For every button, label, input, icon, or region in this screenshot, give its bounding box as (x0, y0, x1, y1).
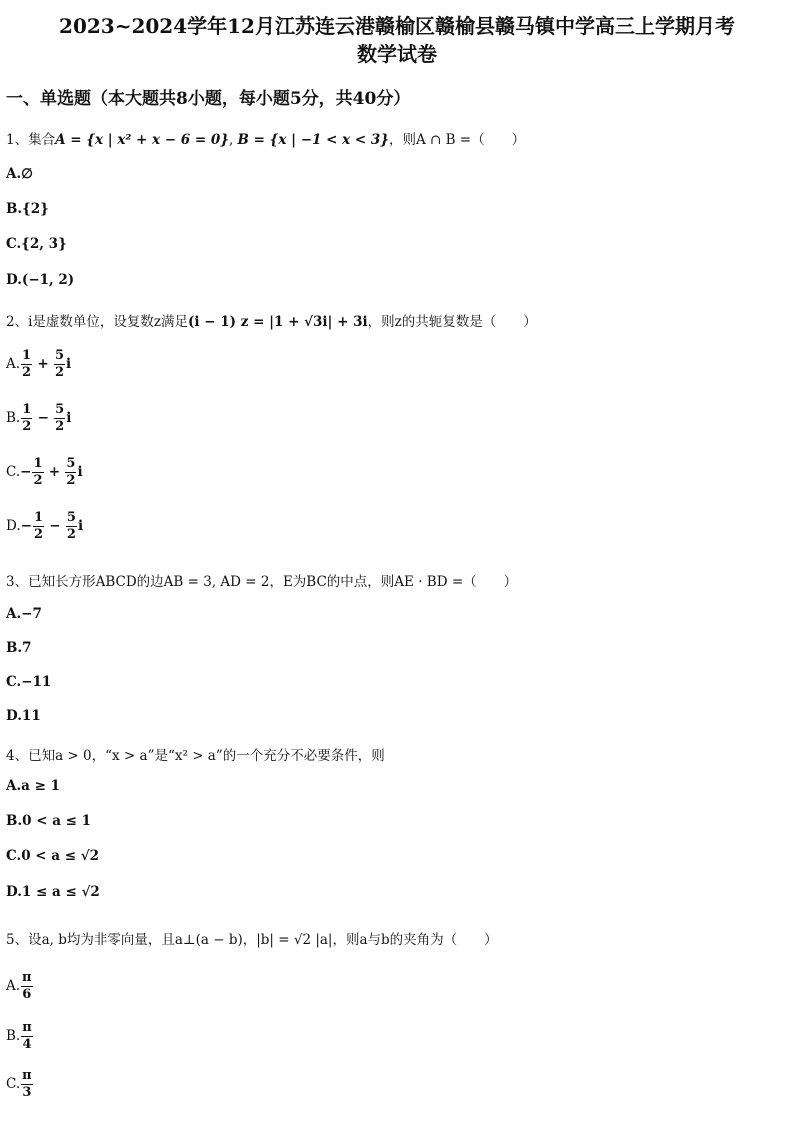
q3-option-a[interactable]: A.−7 (6, 606, 42, 622)
section-heading: 一、单选题（本大题共8小题，每小题5分，共40分） (6, 89, 411, 109)
q2-prefix: 2、i是虚数单位，设复数z满足 (6, 314, 189, 330)
fraction: $\frac{1}{2}$ (33, 456, 43, 488)
q4-option-b[interactable]: B.0 < a ≤ 1 (6, 813, 92, 829)
fraction: $\frac{5}{2}$ (55, 402, 65, 434)
fraction: $\frac{5}{2}$ (55, 348, 65, 380)
q1-option-b[interactable]: B.{2} (6, 201, 49, 217)
q4-option-a[interactable]: A.a ≥ 1 (6, 778, 61, 794)
q1-option-d[interactable]: D.(−1, 2) (6, 272, 75, 288)
q2-option-a[interactable]: A. $\frac{1}{2}$ + $\frac{5}{2}$ i (6, 348, 72, 380)
q5-option-a[interactable]: A. $\frac{\pi}{6}$ (6, 970, 32, 1002)
fraction: $\frac{1}{2}$ (22, 348, 32, 380)
q4-option-d[interactable]: D.1 ≤ a ≤ √2 (6, 884, 100, 900)
q4-option-c[interactable]: C.0 < a ≤ √2 (6, 848, 100, 864)
fraction: $\frac{\pi}{3}$ (22, 1068, 32, 1100)
q5-option-c[interactable]: C. $\frac{\pi}{3}$ (6, 1068, 32, 1100)
q1-set-a: A = {x | x² + x − 6 = 0} (55, 132, 229, 148)
fraction: $\frac{\pi}{6}$ (22, 970, 32, 1002)
q1-option-a[interactable]: A.∅ (6, 166, 33, 182)
fraction: $\frac{1}{2}$ (33, 510, 43, 542)
fraction: $\frac{5}{2}$ (66, 456, 76, 488)
q2-option-d[interactable]: D.− $\frac{1}{2}$ − $\frac{5}{2}$ i (6, 510, 84, 542)
q1-set-b: B = {x | −1 < x < 3} (237, 132, 389, 148)
fraction: $\frac{1}{2}$ (22, 402, 32, 434)
q1-prefix: 1、集合 (6, 132, 56, 148)
q3-option-b[interactable]: B.7 (6, 640, 32, 656)
q1-option-c[interactable]: C.{2, 3} (6, 236, 67, 252)
q2-suffix: ，则z的共轭复数是（ ） (367, 314, 537, 330)
q1-suffix: ，则A ∩ B =（ ） (388, 132, 526, 148)
question-1: 1、集合A = {x | x² + x − 6 = 0}, B = {x | −1 < x < 3}，则A ∩ B =（ ） (6, 132, 526, 148)
q2-option-c[interactable]: C.− $\frac{1}{2}$ + $\frac{5}{2}$ i (6, 456, 83, 488)
q2-option-b[interactable]: B. $\frac{1}{2}$ − $\frac{5}{2}$ i (6, 402, 72, 434)
question-2 (6, 310, 537, 330)
q3-option-d[interactable]: D.11 (6, 708, 41, 724)
fraction: $\frac{5}{2}$ (66, 510, 76, 542)
question-3: 3、已知长方形ABCD的边AB = 3, AD = 2，E为BC的中点，则AE · BD =（ ） (6, 574, 518, 590)
question-5: 5、设a, b均为非零向量，且a⊥(a − b)，|b| = √2 |a|，则a与b的夹角为（ ） (6, 932, 498, 948)
q2-condition: (i − 1) z = |1 + √3i| + 3i (188, 314, 368, 330)
q3-option-c[interactable]: C.−11 (6, 674, 52, 690)
exam-title-line1: 2023~2024学年12月江苏连云港赣榆区赣榆县赣马镇中学高三上学期月考 (59, 14, 735, 38)
fraction: $\frac{\pi}{4}$ (22, 1020, 32, 1052)
question-4: 4、已知a > 0，“x > a”是“x² > a”的一个充分不必要条件，则 (6, 748, 385, 764)
q5-option-b[interactable]: B. $\frac{\pi}{4}$ (6, 1020, 32, 1052)
exam-title-line2: 数学试卷 (357, 42, 437, 66)
